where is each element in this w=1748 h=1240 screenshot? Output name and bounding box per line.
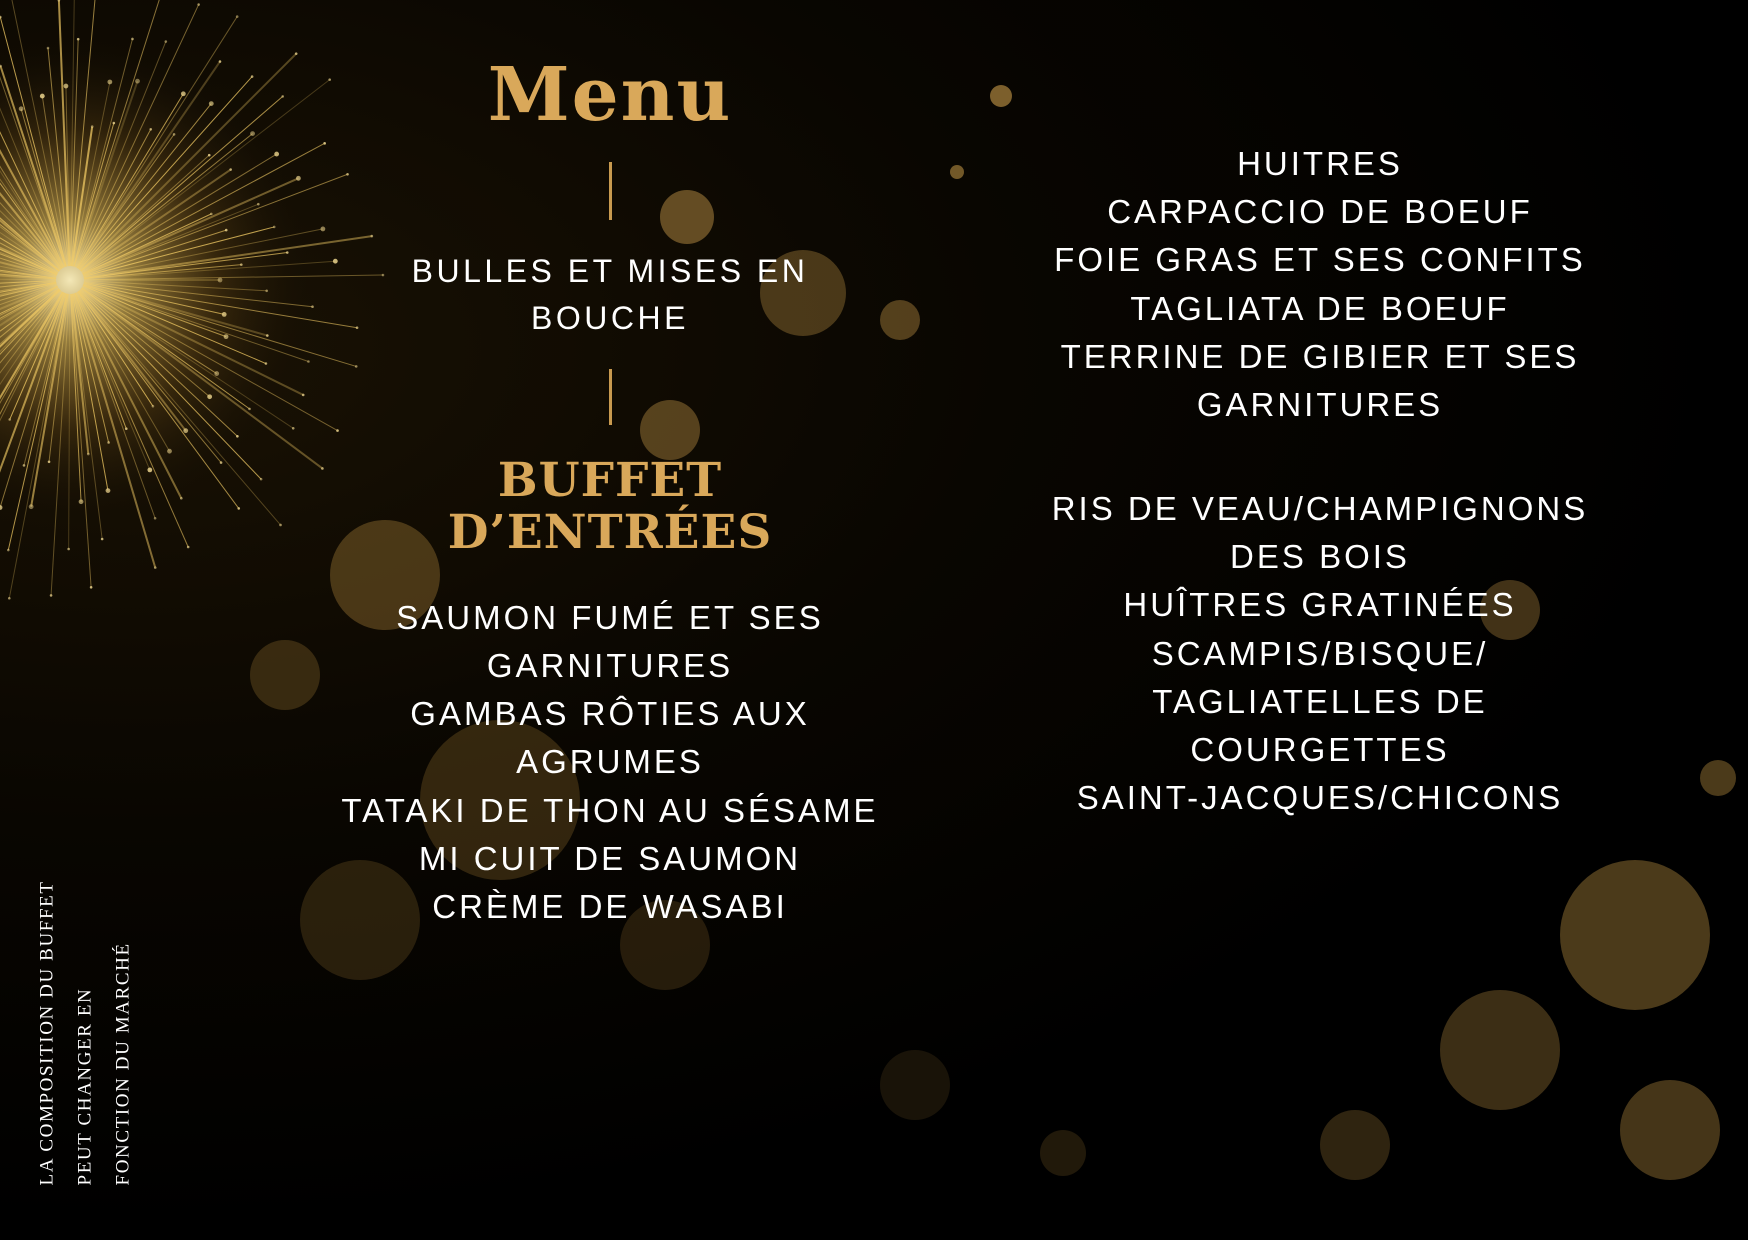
right-column [1020, 140, 1620, 822]
bokeh-dot [1700, 760, 1736, 796]
list-item: CRÈME DE WASABI [432, 888, 788, 925]
right-dish-list-first [1020, 140, 1620, 429]
list-item: TATAKI DE THON AU SÉSAME [341, 791, 879, 829]
list-item: SCAMPIS/BISQUE/ [1151, 634, 1489, 672]
bokeh-dot [990, 85, 1012, 107]
divider-middle [609, 369, 612, 425]
bokeh-dot [1440, 990, 1560, 1110]
list-item: GAMBAS RÔTIES AUX AGRUMES [410, 695, 810, 781]
bokeh-dot [950, 165, 964, 179]
list-item: CARPACCIO DE BOEUF [1107, 193, 1533, 231]
bokeh-dot [1040, 1130, 1086, 1176]
list-item: TAGLIATELLES DE COURGETTES [1152, 682, 1488, 768]
bokeh-dot [880, 1050, 950, 1120]
list-item: MI CUIT DE SAUMON [418, 839, 802, 877]
list-item: TERRINE DE GIBIER ET SES GARNITURES [1060, 337, 1580, 423]
buffet-disclaimer-note [36, 715, 180, 1185]
bokeh-dot [1560, 860, 1710, 1010]
right-dish-list-second [1020, 485, 1620, 822]
bokeh-dot [1620, 1080, 1720, 1180]
disclaimer-line-1: LA COMPOSITION DU BUFFET [36, 880, 58, 1185]
list-item: TAGLIATA DE BOEUF [1130, 289, 1510, 327]
bokeh-dot [1320, 1110, 1390, 1180]
bokeh-dot [250, 640, 320, 710]
list-item: RIS DE VEAU/CHAMPIGNONS DES BOIS [1051, 490, 1589, 576]
list-item: HUÎTRES GRATINÉES [1123, 586, 1517, 624]
page-title: Menu [487, 52, 733, 138]
divider-top [609, 162, 612, 220]
section-heading-bulles: BULLES ET MISES EN BOUCHE [411, 253, 809, 337]
buffet-entrees-list [330, 594, 890, 931]
list-item: SAINT-JACQUES/CHICONS [1076, 779, 1564, 817]
section-heading-buffet-entrees: BUFFET D’ENTRÉES [447, 452, 773, 561]
disclaimer-line-3: FONCTION DU MARCHÉ [112, 941, 134, 1185]
list-item: SAUMON FUMÉ ET SES GARNITURES [396, 598, 824, 685]
left-column [330, 40, 890, 931]
disclaimer-line-2: PEUT CHANGER EN [74, 987, 96, 1185]
list-item: HUITRES [1237, 145, 1403, 182]
list-item: FOIE GRAS ET SES CONFITS [1054, 241, 1586, 279]
